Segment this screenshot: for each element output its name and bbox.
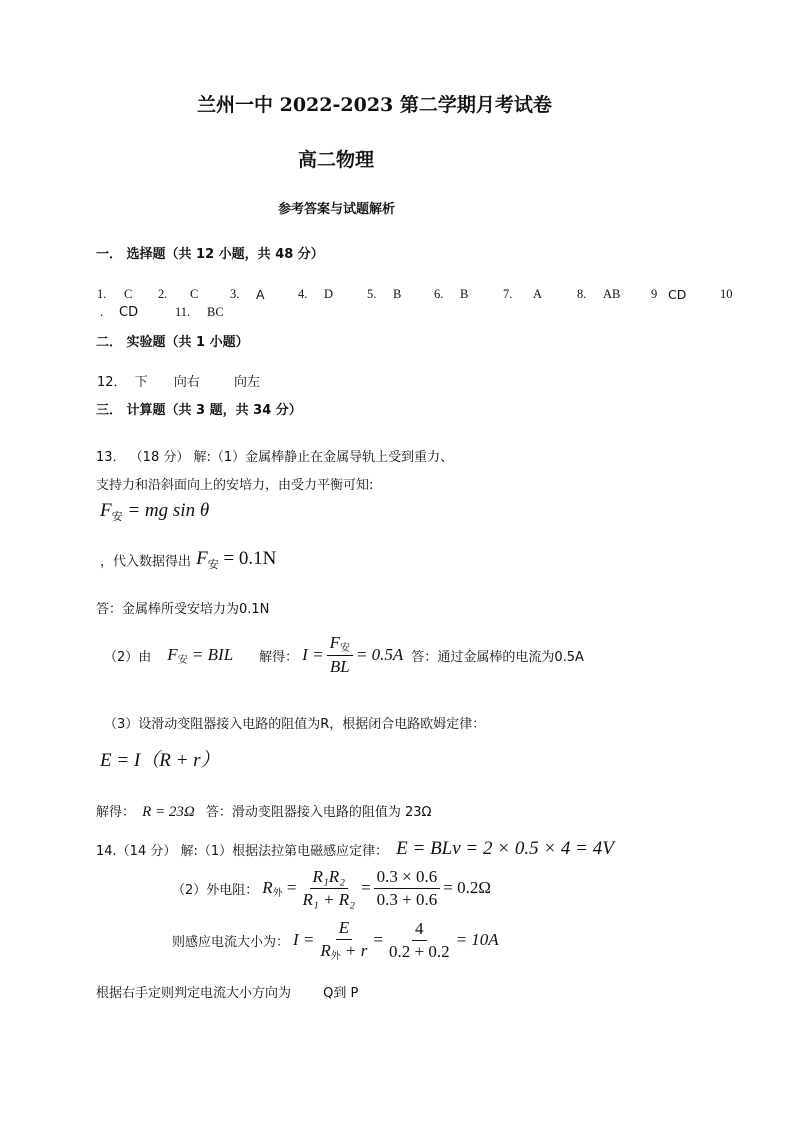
answer-num: 1. (97, 287, 107, 301)
answer-value: CD (668, 287, 687, 302)
answer-value: A (533, 287, 543, 301)
answer-caption: 参考答案与试题解析 (278, 202, 396, 217)
answer-num: 11. (175, 305, 191, 319)
section3-heading: 三． 计算题（共 3 题，共 34 分） (96, 403, 302, 418)
q13-part2 (104, 632, 584, 678)
current-symbol: I = (302, 645, 324, 664)
fraction-denominator: + r (345, 940, 368, 960)
q14-last-text: 根据右手定则判定电流大小方向为 (96, 986, 292, 1001)
answer-value: B (460, 287, 469, 301)
fraction-numerator: R₁R₂ (312, 866, 346, 886)
equation-result: = 0.5A (355, 645, 404, 664)
answer-value: D (324, 287, 334, 301)
fraction-denominator: BL (329, 657, 350, 677)
fraction-denominator: 0.2 + 0.2 (388, 941, 450, 961)
fraction (386, 919, 453, 961)
answer-value: B (393, 287, 402, 301)
q13-answer-1: 答：金属棒所受安培力为0.1N (96, 602, 270, 617)
q13-result-text: ，代入数据得出 (100, 554, 192, 570)
fraction-numerator: E (338, 917, 350, 937)
q14-last-answer: Q到 P (323, 986, 359, 1001)
answer-num: 6. (434, 287, 444, 301)
answer-value: A (256, 287, 265, 302)
equation-result: = 0.2Ω (443, 878, 491, 897)
q12-num: 12． (97, 375, 127, 390)
answer-num: 2. (158, 287, 168, 301)
fraction-denominator: R₁ + R₂ (302, 889, 356, 909)
q13-part2-solve: 解得： (259, 649, 299, 665)
resistance-subscript: 外 (330, 950, 341, 962)
answer-value: AB (603, 287, 621, 301)
q13-part3-equation: E = I（R + r） (100, 750, 220, 771)
q14-part2: （2）外电阻： $R_外$ = $\frac{\text{R₁R₂}}{\text{R₁ + R₂}}$ = $\frac{0.3 \times 0.6}{0.3 + 0.6}$ = 0.2Ω (172, 866, 491, 909)
fraction-denominator: 0.3 + 0.6 (376, 889, 438, 909)
q13-part3-answer: 答：滑动变阻器接入电路的阻值为 23Ω (205, 805, 432, 820)
equation-rhs: = 0.1N (223, 548, 277, 569)
fraction-numerator: 0.3 × 0.6 (374, 867, 441, 889)
q12-answer-1: 下 (134, 375, 148, 390)
force-symbol: F (196, 548, 208, 569)
q14-part2-label: （2）外电阻： (172, 882, 259, 898)
answer-num: 7. (503, 287, 513, 301)
section1-heading: 一． 选择题（共 12 小题，共 48 分） (96, 247, 324, 262)
q12-answer (97, 371, 260, 390)
fraction (374, 867, 441, 909)
resistance-symbol: R (320, 940, 331, 960)
q14-part3-label: 则感应电流大小为： (172, 934, 290, 950)
resistance-symbol: R (262, 877, 273, 897)
choice-answers-row2 (0, 305, 794, 323)
answer-num: 4. (298, 287, 308, 301)
q14-line1 (96, 838, 614, 860)
q14-last-line (96, 982, 358, 1001)
q13-part2-answer: 答：通过金属棒的电流为0.5A (411, 649, 584, 665)
equation-result: R = 23Ω (142, 804, 195, 820)
force-symbol: F (329, 632, 340, 652)
resistance-subscript: 外 (272, 887, 283, 899)
answer-num: 3. (230, 287, 240, 301)
answer-num: 5. (367, 287, 377, 301)
section2-heading: 二． 实验题（共 1 小题） (96, 335, 249, 350)
force-subscript: 安 (177, 654, 188, 666)
q14-equation-1: E = BLv = 2 × 0.5 × 4 = 4V (396, 838, 614, 859)
answer-value: C (124, 287, 133, 301)
equation-result: = 10A (455, 930, 499, 949)
q13-result-line (100, 548, 276, 572)
equation-rhs: = BIL (191, 644, 234, 664)
answer-num: 9 (651, 287, 658, 301)
q12-answer-3: 向左 (234, 375, 261, 390)
page-title: 兰州一中 2022-2023 第二学期月考试卷 (197, 94, 552, 116)
equation-rhs: = mg sin θ (127, 500, 210, 521)
answer-num: 8. (577, 287, 587, 301)
q13-intro2: 支持力和沿斜面向上的安培力，由受力平衡可知: (96, 478, 374, 493)
force-subscript: 安 (339, 642, 350, 654)
q13-part3-result (96, 801, 431, 821)
page-subtitle: 高二物理 (298, 149, 375, 171)
q12-answer-2: 向右 (173, 375, 200, 390)
q14-part3: 则感应电流大小为： I = $\frac{E}{R_外 + r}$ = $\frac{4}{0.2 + 0.2}$ = 10A (172, 917, 499, 962)
force-symbol: F (100, 500, 112, 521)
choice-answers-row1 (0, 287, 794, 305)
answer-value: C (190, 287, 199, 301)
q13-part2-label: （2）由 (104, 649, 152, 665)
answer-num: 10 (720, 287, 733, 301)
answer-value: BC (207, 305, 224, 319)
current-symbol: I = (293, 930, 315, 949)
q13-equation-1 (100, 500, 209, 524)
force-subscript: 安 (111, 511, 123, 523)
force-symbol: F (167, 644, 178, 664)
fraction (327, 633, 353, 677)
q13-part3-solve: 解得： (96, 805, 136, 820)
q13-intro: 13． （18 分） 解:（1）金属棒静止在金属导轨上受到重力、 (96, 450, 454, 465)
force-subscript: 安 (207, 559, 219, 571)
fraction (300, 867, 359, 909)
answer-value: CD (119, 305, 139, 320)
fraction (317, 918, 370, 962)
fraction-numerator: 4 (412, 919, 427, 941)
answer-dot: . (100, 305, 104, 319)
q14-intro: 14.（14 分） 解:（1）根据法拉第电磁感应定律： (96, 843, 389, 859)
q13-part3-text: （3）设滑动变阻器接入电路的阻值为R，根据闭合电路欧姆定律： (104, 717, 486, 732)
